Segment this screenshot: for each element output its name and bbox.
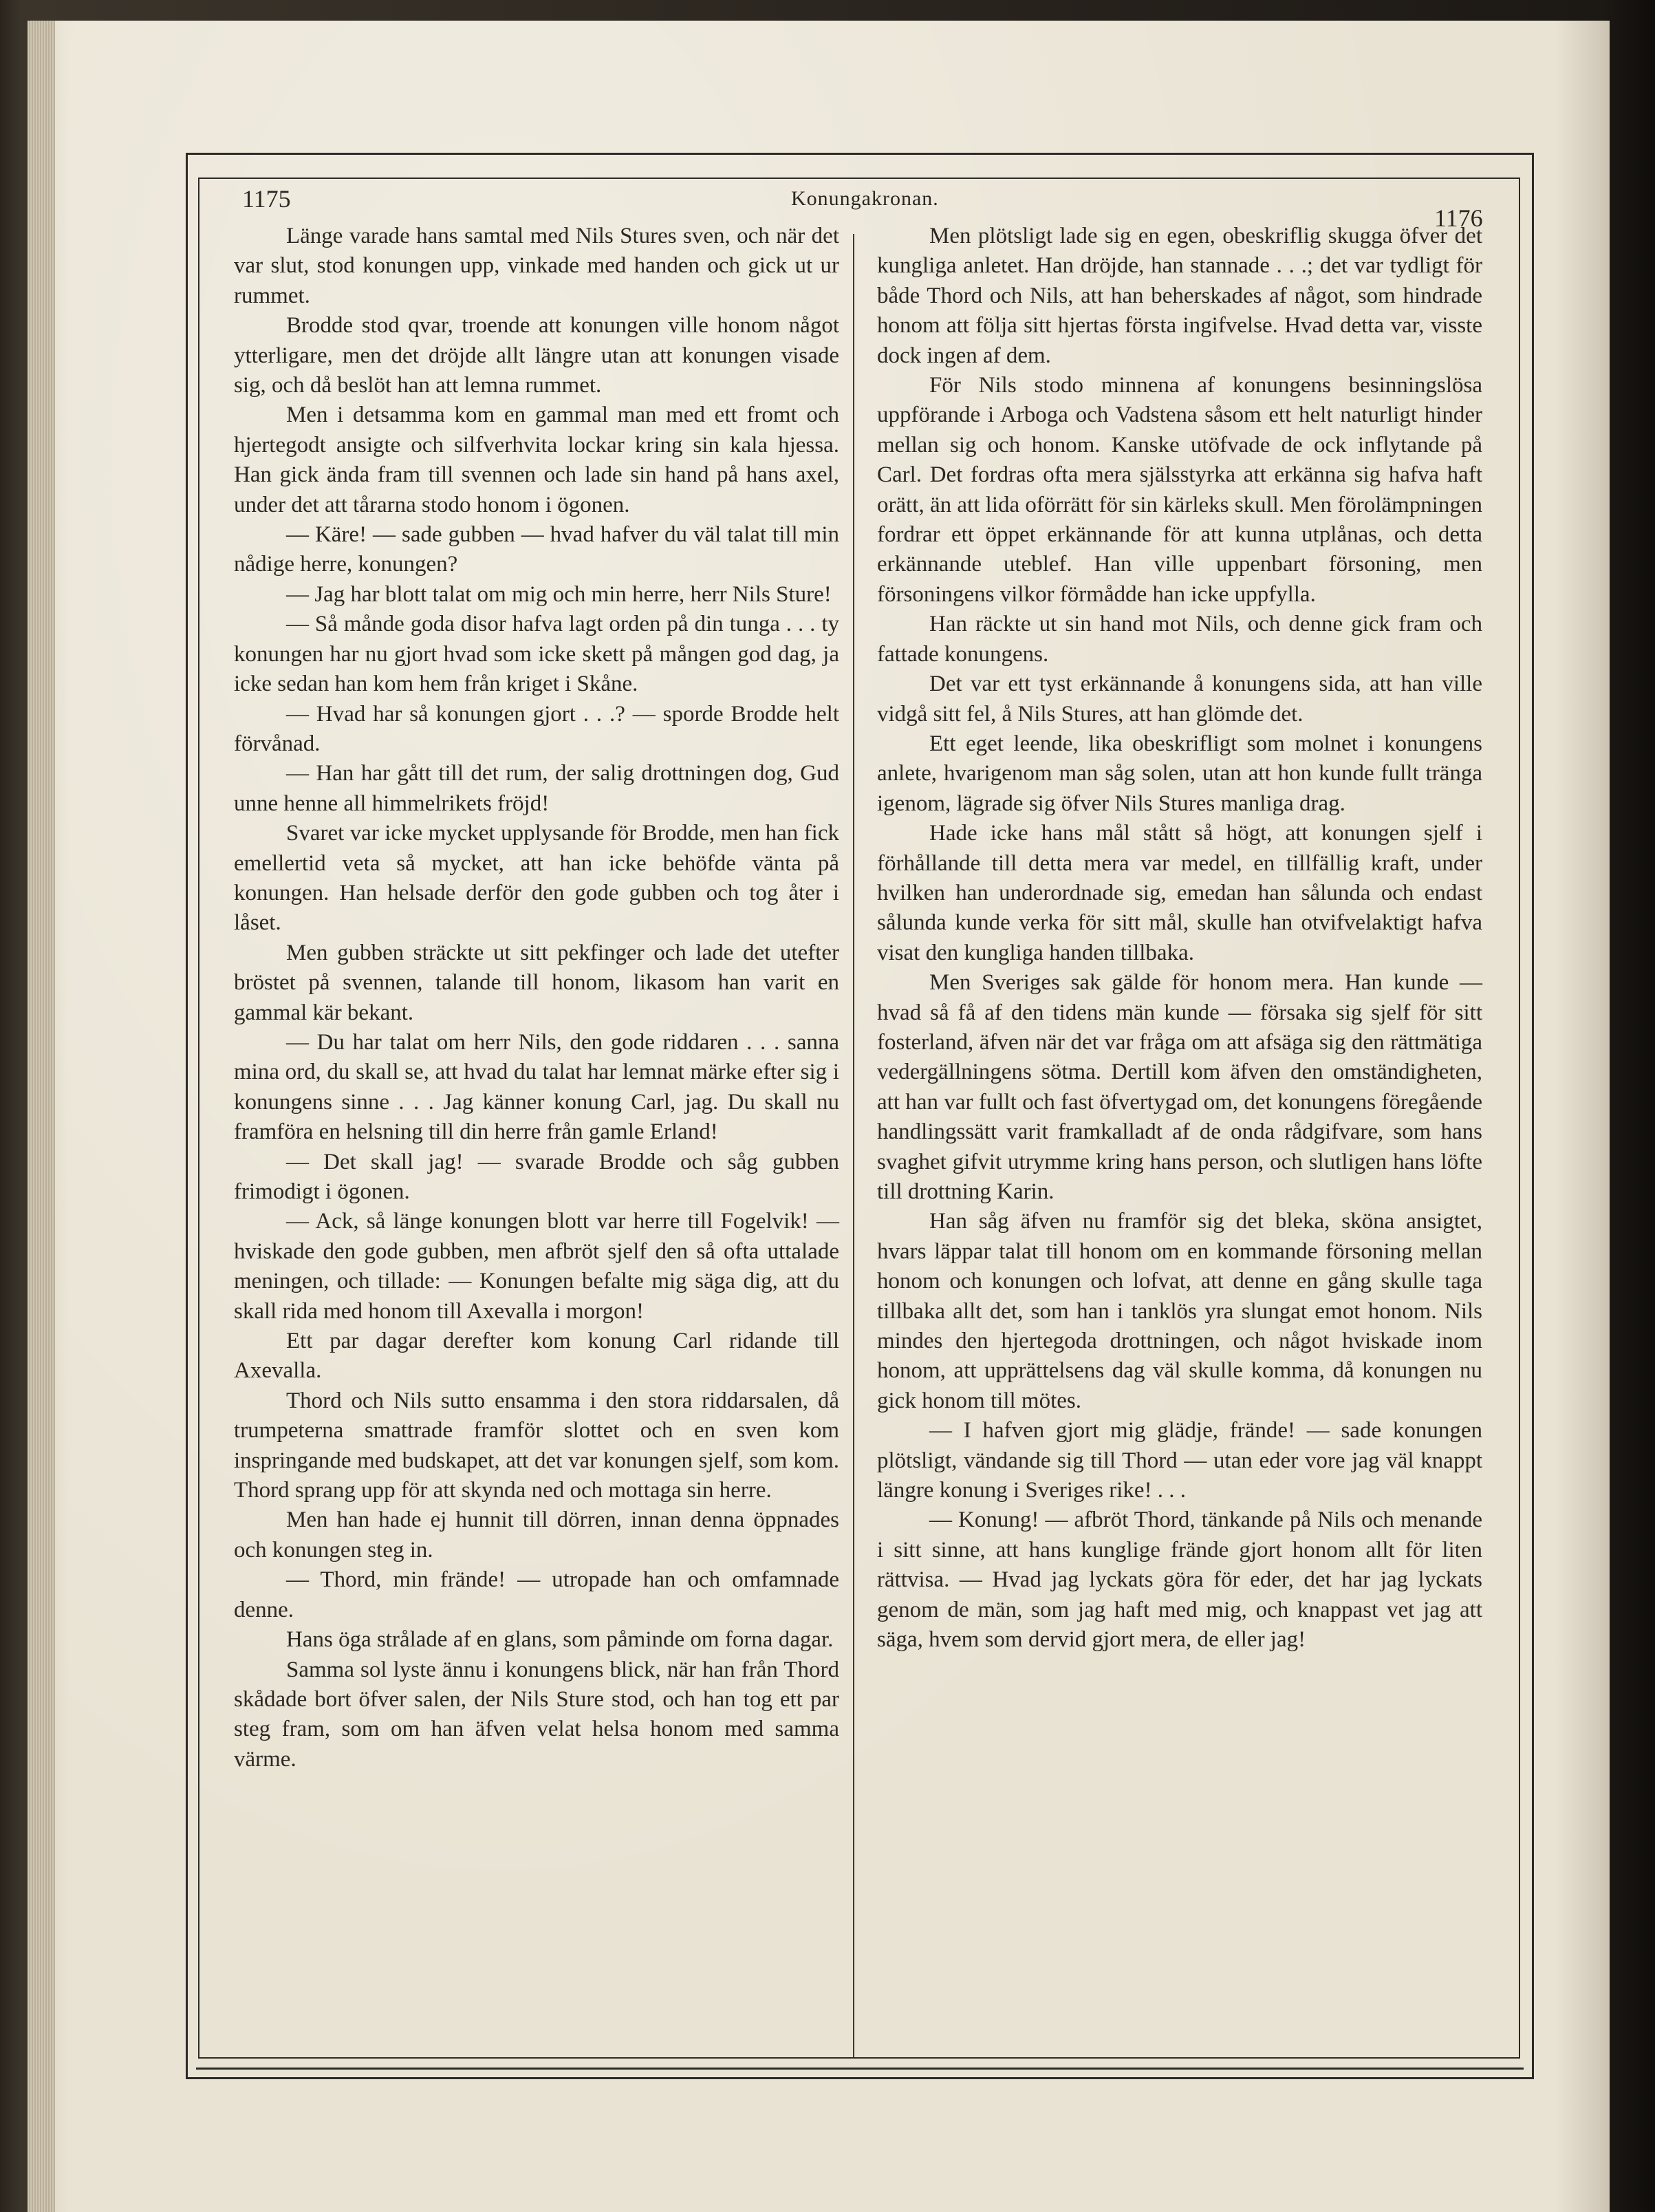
paragraph: Ett par dagar derefter kom konung Carl ridande till Axevalla. bbox=[234, 1329, 839, 1384]
paragraph: — I hafven gjort mig glädje, frände! — sade konungen plötsligt, vändande sig till Thord — utan eder vore jag väl knappt längre konung i Sveriges rike! . . . bbox=[877, 1418, 1482, 1503]
paragraph: Länge varade hans samtal med Nils Stures sven, och när det var slut, stod konungen upp, vinkade med handen och gick ut ur rummet. bbox=[234, 224, 839, 308]
paragraph: Hans öga strålade af en glans, som påminde om forna dagar. bbox=[286, 1627, 834, 1653]
right-column bbox=[877, 222, 1482, 1655]
paragraph: Hade icke hans mål stått så högt, att konungen sjelf i förhållande till detta mera var medel, en tillfällig kraft, under hvilken han underordnade sig, emedan han sålunda och endast sålunda kunde verka för sitt mål, skulle han otvifvelaktigt hafva visat den kungliga handen tillbaka. bbox=[877, 821, 1482, 965]
paragraph: Han räckte ut sin hand mot Nils, och denne gick fram och fattade konungens. bbox=[877, 612, 1482, 667]
page-edges bbox=[28, 21, 55, 2212]
paragraph: Men gubben sträckte ut sitt pekfinger och lade det utefter bröstet på svennen, talande till honom, likasom han varit en gammal kär bekant. bbox=[234, 940, 839, 1025]
paragraph: Brodde stod qvar, troende att konungen ville honom något ytterligare, men det dröjde allt längre utan att konungen visade sig, och då beslöt han att lemna rummet. bbox=[234, 313, 839, 398]
paragraph: Samma sol lyste ännu i konungens blick, när han från Thord skådade bort öfver salen, der Nils Sture stod, och han tog ett par steg fram, som om han äfven velat helsa honom med samma värme. bbox=[234, 1657, 839, 1772]
paragraph: — Det skall jag! — svarade Brodde och såg gubben frimodigt i ögonen. bbox=[234, 1149, 839, 1204]
paragraph: Svaret var icke mycket upplysande för Brodde, men han fick emellertid veta så mycket, att han icke behöfde vänta på konungen. Han helsade derför den gode gubben och tog åter i låset. bbox=[234, 821, 839, 936]
bottom-rule bbox=[196, 2068, 1524, 2070]
paragraph: — Han har gått till det rum, der salig drottningen dog, Gud unne henne all himmelrikets fröjd! bbox=[234, 761, 839, 816]
paragraph: Det var ett tyst erkännande å konungens sida, att han ville vidgå sitt fel, å Nils Stures, att han glömde det. bbox=[877, 672, 1482, 727]
paragraph: Men plötsligt lade sig en egen, obeskriflig skugga öfver det kungliga anletet. Han dröjde, han stannade . . .; det var tydligt för både Thord och Nils, att han beherskades af något, som hindrade honom att följa sitt hjertas första ingifvelse. Hvad detta var, visste dock ingen af dem. bbox=[877, 224, 1482, 368]
paragraph: — Ack, så länge konungen blott var herre till Fogelvik! — hviskade den gode gubben, men afbröt sjelf den så ofta uttalade meningen, och tillade: — Konungen befalte mig säga dig, att du skall rida med honom till Axevalla i morgon! bbox=[234, 1209, 839, 1324]
paragraph: — Thord, min frände! — utropade han och omfamnade denne. bbox=[234, 1567, 839, 1622]
paragraph: — Du har talat om herr Nils, den gode riddaren . . . sanna mina ord, du skall se, att hvad du talat har lemnat märke efter sig i konungens sinne . . . Jag känner konung Carl, jag. Du skall nu framföra en helsning till din herre från gamle Erland! bbox=[234, 1029, 839, 1145]
left-column bbox=[234, 222, 839, 1774]
paragraph: Han såg äfven nu framför sig det bleka, sköna ansigtet, hvars läppar talat till honom om en kommande försoning mellan honom och konungen och lofvat, att denne en gång skulle taga tillbaka allt det, som han i tanklös yra slungat emot honom. Nils mindes den hjertegoda drottningen, och något hviskade inom honom, att upprättelsens dag väl skulle komma, då konungen nu gick honom till mötes. bbox=[877, 1209, 1482, 1413]
paragraph: — Jag har blott talat om mig och min herre, herr Nils Sture! bbox=[286, 581, 832, 607]
paragraph: Men han hade ej hunnit till dörren, innan denna öppnades och konungen steg in. bbox=[234, 1507, 839, 1563]
paragraph: — Konung! — afbröt Thord, tänkande på Nils och menande i sitt sinne, att hans kunglige frände gjort honom allt för liten rättvisa. — Hvad jag lyckats göra för eder, det har jag lyckats genom de män, som jag haft med mig, och knappast vet jag att säga, hvem som dervid gjort mera, de eller jag! bbox=[877, 1507, 1482, 1653]
running-title: Konungakronan. bbox=[791, 187, 939, 210]
paragraph: Men i detsamma kom en gammal man med ett fromt och hjertegodt ansigte och silfverhvita lockar kring sin kala hjessa. Han gick ända fram till svennen och lade sin hand på hans axel, under det att tårarna stodo honom i ögonen. bbox=[234, 402, 839, 517]
paragraph: Men Sveriges sak gälde för honom mera. Han kunde — hvad så få af den tidens män kunde — försaka sig sjelf för sitt fosterland, äfven när det var fråga om att afsäga sig den rättmätiga vedergällningens sötma. Dertill kom äfven den omständigheten, att han var fullt och fast öfvertygad om, det konungens föregående handlingssätt varit framkalladt af de onda rådgifvare, som hans svaghet gifvit utrymme kring hans person, och slutligen hans löfte till drottning Karin. bbox=[877, 970, 1482, 1204]
paragraph: För Nils stodo minnena af konungens besinningslösa uppförande i Arboga och Vadstena såsom ett helt naturligt hinder mellan sig och honom. Kanske utöfvade de ock inflytande på Carl. Det fordras ofta mera själsstyrka att erkänna sig hafva haft orätt, än att lida oförrätt för sin kärleks skull. Men förolämpningen fordrar ett öppet erkännande för att kunna utplånas, och detta erkännande uteblef. Han ville uppenbart försoning, men försoningens vilkor förmådde han icke uppfylla. bbox=[877, 373, 1482, 607]
paragraph: — Käre! — sade gubben — hvad hafver du väl talat till min nådige herre, konungen? bbox=[234, 522, 839, 577]
paragraph: — Så månde goda disor hafva lagt orden på din tunga . . . ty konungen har nu gjort hvad som icke skett på mången god dag, ja icke sedan han kom hem från kriget i Skåne. bbox=[234, 612, 839, 697]
paragraph: Thord och Nils sutto ensamma i den stora riddarsalen, då trumpeterna smattrade framför slottet och en sven kom inspringande med budskapet, att det var konungen sjelf, som kom. Thord sprang upp för att skynda ned och mottaga sin herre. bbox=[234, 1388, 839, 1503]
paragraph: — Hvad har så konungen gjort . . .? — sporde Brodde helt förvånad. bbox=[234, 701, 839, 756]
right-page-number: 1176 bbox=[1434, 204, 1483, 232]
paragraph: Ett eget leende, lika obeskrifligt som molnet i konungens anlete, hvarigenom man såg solen, utan att hon kunde fullt tränga igenom, lägrade sig öfver Nils Stures manliga drag. bbox=[877, 731, 1482, 816]
left-page-number: 1175 bbox=[242, 185, 291, 213]
column-divider bbox=[853, 234, 854, 2057]
